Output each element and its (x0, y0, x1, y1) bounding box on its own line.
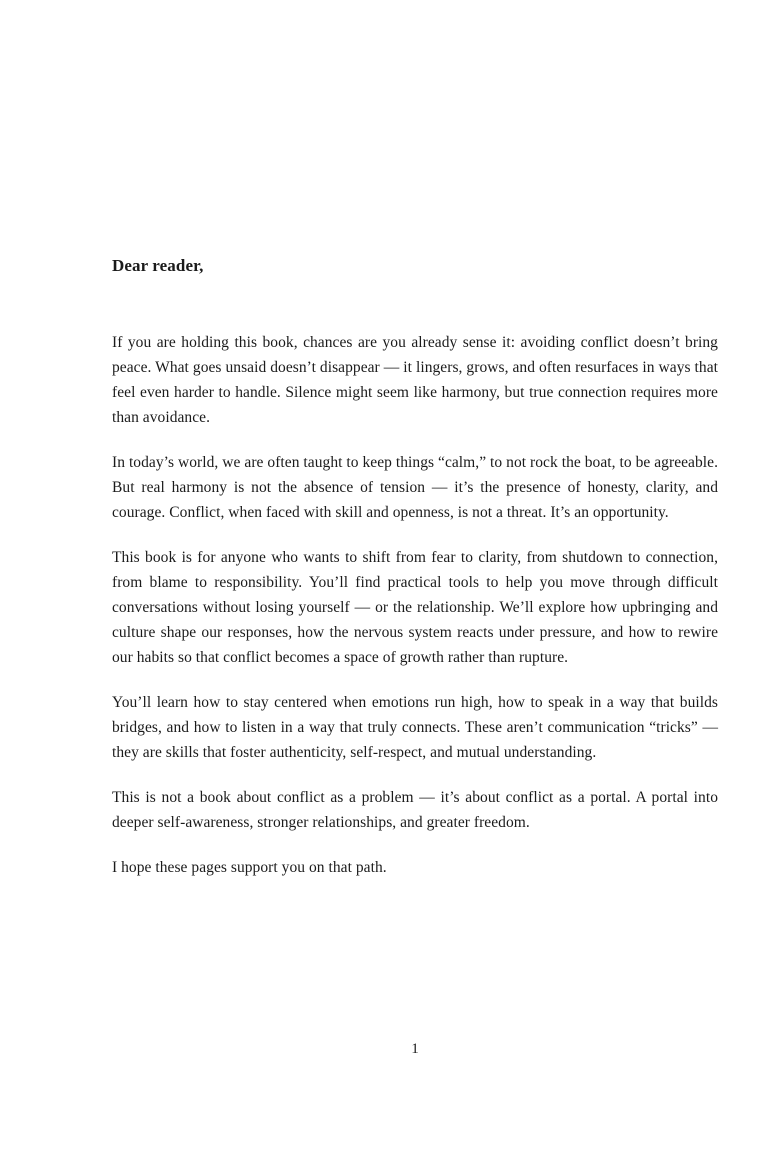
letter-salutation: Dear reader, (112, 256, 204, 275)
page-number: 1 (411, 1041, 419, 1057)
body-paragraph: I hope these pages support you on that path. (112, 859, 387, 876)
letter-body (112, 256, 718, 900)
body-paragraph: If you are holding this book, chances are you already sense it: avoiding conflict doesn’t bring peace. What goes unsaid doesn’t disappear — it lingers, grows, and often resurfaces in ways that feel even harder to handle. Silence might seem like harmony, but true connection requires more than avoidance. (112, 334, 718, 426)
body-paragraph: This book is for anyone who wants to shift from fear to clarity, from shutdown to connection, from blame to responsibility. You’ll find practical tools to help you move through difficult conversations without losing yourself — or the relationship. We’ll explore how upbringing and culture shape our responses, how the nervous system reacts under pressure, and how to rewire our habits so that conflict becomes a space of growth rather than rupture. (112, 549, 718, 666)
body-paragraph: In today’s world, we are often taught to keep things “calm,” to not rock the boat, to be agreeable. But real harmony is not the absence of tension — it’s the presence of honesty, clarity, and courage. Conflict, when faced with skill and openness, is not a threat. It’s an opportunity. (112, 454, 718, 521)
page-footer (112, 1040, 718, 1058)
body-paragraph: This is not a book about conflict as a problem — it’s about conflict as a portal. A portal into deeper self-awareness, stronger relationships, and greater freedom. (112, 789, 718, 831)
body-paragraph: You’ll learn how to stay centered when emotions run high, how to speak in a way that builds bridges, and how to listen in a way that truly connects. These aren’t communication “tricks” — they are skills that foster authenticity, self-respect, and mutual understanding. (112, 694, 718, 761)
